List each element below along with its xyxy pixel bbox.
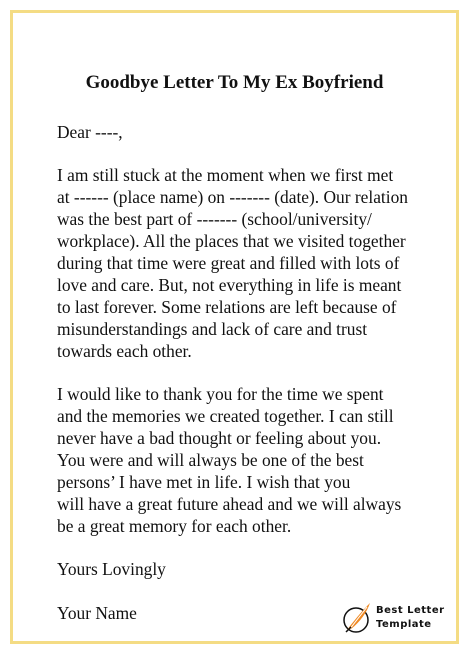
salutation: Dear ----,: [57, 122, 123, 142]
paragraph2-line: You were and will always be one of the best: [57, 450, 364, 470]
paragraph1-line: during that time were great and filled with lots of: [57, 253, 400, 273]
logo-line2: Template: [376, 619, 432, 630]
paragraph1-line: love and care. But, not everything in life is meant: [57, 275, 402, 295]
logo-line1: Best Letter: [376, 605, 445, 616]
paragraph1-line: at ------ (place name) on ------- (date). Our relation: [57, 187, 408, 207]
letter-page: [10, 10, 459, 644]
paragraph2-line: and the memories we created together. I can still: [57, 406, 394, 426]
paragraph1-line: misunderstandings and lack of care and trust: [57, 319, 368, 339]
closing: Yours Lovingly: [57, 559, 166, 579]
paragraph2-line: never have a bad thought or feeling about you.: [57, 428, 382, 448]
paragraph1-line: was the best part of ------- (school/university/: [57, 209, 372, 229]
paragraph2-line: be a great memory for each other.: [57, 516, 292, 536]
paragraph1-line: I am still stuck at the moment when we first met: [57, 165, 394, 185]
paragraph1-line: workplace). All the places that we visited together: [57, 231, 406, 251]
paragraph2-line: I would like to thank you for the time we spent: [57, 384, 384, 404]
best-letter-template-logo: [343, 600, 453, 638]
signature: Your Name: [57, 603, 137, 623]
paragraph2-line: persons’ I have met in life. I wish that you: [57, 472, 351, 492]
paragraph2-line: will have a great future ahead and we will always: [57, 494, 402, 514]
logo-text: [376, 604, 445, 632]
paragraph1-line: towards each other.: [57, 341, 192, 361]
letter-title: Goodbye Letter To My Ex Boyfriend: [85, 72, 384, 93]
paragraph1-line: to last forever. Some relations are left because of: [57, 297, 397, 317]
quill-pen-icon: [343, 600, 373, 636]
